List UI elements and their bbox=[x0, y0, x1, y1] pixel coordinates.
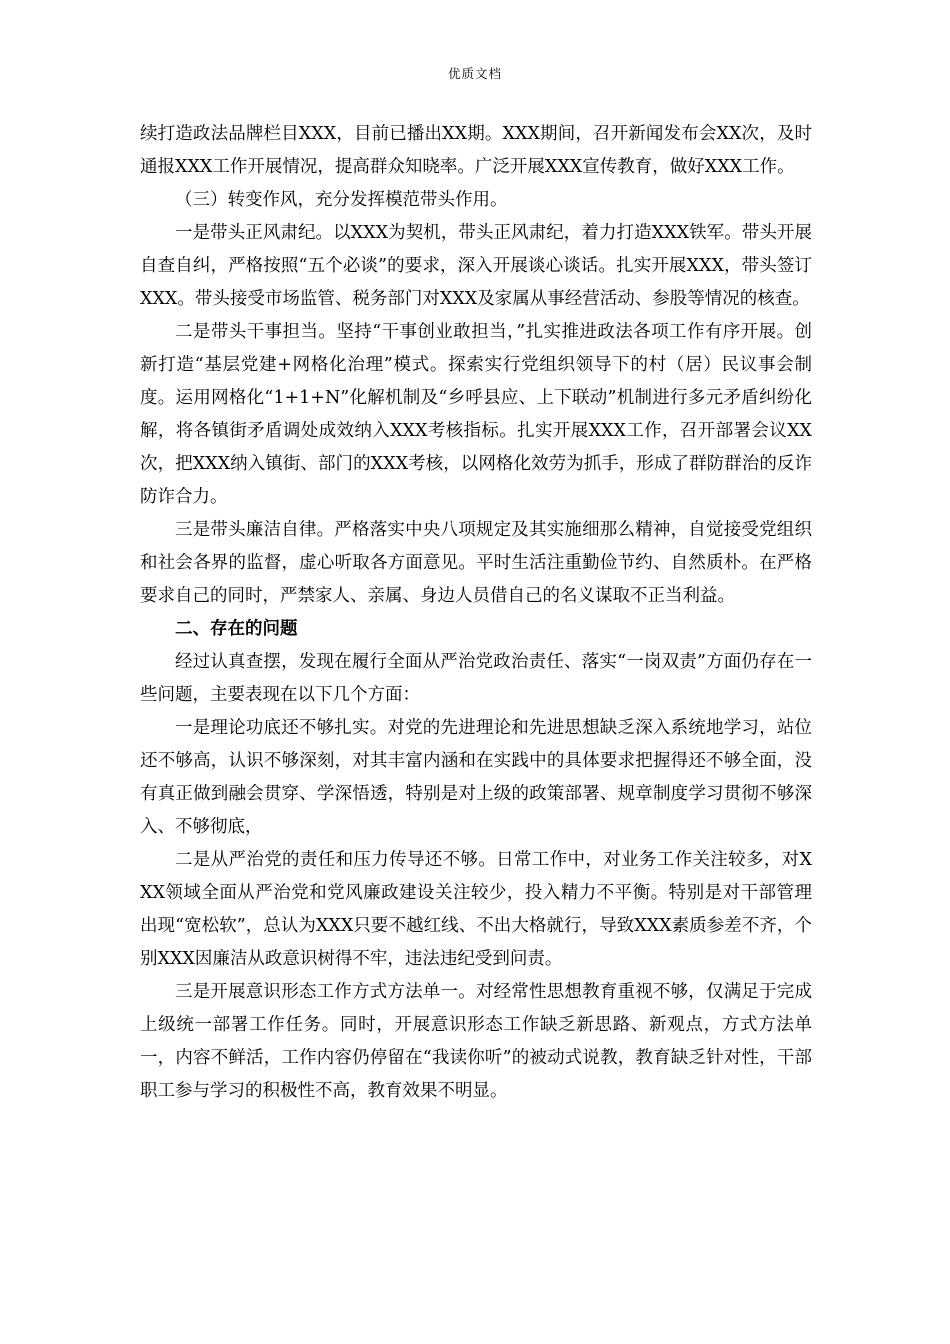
page-header-label: 优质文档 bbox=[447, 66, 502, 81]
page-header bbox=[0, 0, 950, 82]
paragraph-intro-problems: 经过认真查摆，发现在履行全面从严治党政治责任、落实“一岗双责”方面仍存在一些问题，主要表现在以下几个方面： bbox=[140, 652, 812, 705]
paragraph-section-3-heading: （三）转变作风，充分发挥模范带头作用。 bbox=[175, 190, 508, 210]
document-body bbox=[140, 118, 812, 1108]
paragraph-problem-2: 二是从严治党的责任和压力传导还不够。日常工作中，对业务工作关注较多，对XXX领域全面从严治党和党风廉政建设关注较少，投入精力不平衡。特别是对干部管理出现“宽松软”，总认为XXX只要不越红线、不出大格就行，导致XXX素质参差不齐，个别XXX因廉洁从政意识树得不牢，违法违纪受到问责。 bbox=[140, 850, 812, 969]
section-2-heading: 二、存在的问题 bbox=[175, 619, 298, 639]
paragraph-problem-3: 三是开展意识形态工作方式方法单一。对经常性思想教育重视不够，仅满足于完成上级统一部署工作任务。同时，开展意识形态工作缺乏新思路、新观点，方式方法单一，内容不鲜活，工作内容仍停留在“我读你听”的被动式说教，教育缺乏针对性，干部职工参与学习的积极性不高，教育效果不明显。 bbox=[140, 982, 812, 1101]
paragraph-problem-1: 一是理论功底还不够扎实。对党的先进理论和先进思想缺乏深入系统地学习，站位还不够高，认识不够深刻，对其丰富内涵和在实践中的具体要求把握得还不够全面，没有真正做到融会贯穿、学深悟透，特别是对上级的政策部署、规章制度学习贯彻不够深入、不够彻底， bbox=[140, 718, 812, 837]
paragraph-point-2: 二是带头干事担当。坚持“干事创业敢担当，”扎实推进政法各项工作有序开展。创新打造“基层党建+网格化治理”模式。探索实行党组织领导下的村（居）民议事会制度。运用网格化“1+1+N”化解机制及“乡呼县应、上下联动”机制进行多元矛盾纠纷化解，将各镇街矛盾调处成效纳入XXX考核指标。扎实开展XXX工作，召开部署会议XX次，把XXX纳入镇街、部门的XXX考核，以网格化效劳为抓手，形成了群防群治的反诈防诈合力。 bbox=[140, 322, 812, 507]
paragraph-continuation: 续打造政法品牌栏目XXX，目前已播出XX期。XXX期间，召开新闻发布会XX次，及时通报XXX工作开展情况，提高群众知晓率。广泛开展XXX宣传教育，做好XXX工作。 bbox=[140, 124, 812, 177]
paragraph-point-1: 一是带头正风肃纪。以XXX为契机，带头正风肃纪，着力打造XXX铁军。带头开展自查自纠，严格按照“五个必谈”的要求，深入开展谈心谈话。扎实开展XXX，带头签订XXX。带头接受市场监管、税务部门对XXX及家属从事经营活动、参股等情况的核查。 bbox=[140, 223, 812, 309]
paragraph-point-3: 三是带头廉洁自律。严格落实中央八项规定及其实施细那么精神，自觉接受党组织和社会各界的监督，虚心听取各方面意见。平时生活注重勤俭节约、自然质朴。在严格要求自己的同时，严禁家人、亲属、身边人员借自己的名义谋取不正当利益。 bbox=[140, 520, 812, 606]
